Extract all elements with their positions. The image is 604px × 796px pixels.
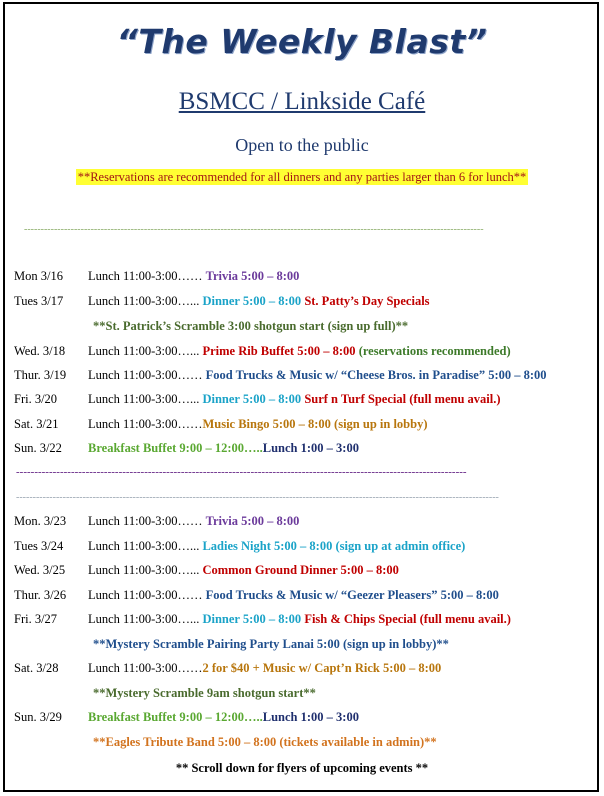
schedule-row: Sat. 3/21 Lunch 11:00-3:00……Music Bingo 5:00 – 8:00 (sign up in lobby) xyxy=(14,417,428,431)
schedule-row: Thur. 3/19 Lunch 11:00-3:00…… Food Trucks & Music w/ “Cheese Bros. in Paradise” 5:00 – 8:00 xyxy=(14,368,547,382)
schedule-note: **Eagles Tribute Band 5:00 – 8:00 (tickets available in admin)** xyxy=(93,735,437,749)
schedule-note: **St. Patrick’s Scramble 3:00 shotgun start (sign up full)** xyxy=(93,319,409,333)
schedule-note: **Mystery Scramble 9am shotgun start** xyxy=(93,686,316,700)
schedule-row: Thur. 3/26 Lunch 11:00-3:00…… Food Trucks & Music w/ “Geezer Pleasers” 5:00 – 8:00 xyxy=(14,588,499,602)
page-title: “The Weekly Blast” xyxy=(116,22,488,61)
open-to-public-note: Open to the public xyxy=(235,135,369,155)
divider-green: ------------------------------------------------------------------------------------------------------------------------------------------ xyxy=(24,225,484,235)
divider-purple: --------------------------------------------------------------------------------------------------------------------------- xyxy=(16,467,467,477)
venue-name: BSMCC / Linkside Café xyxy=(178,88,426,115)
schedule-row: Tues 3/24 Lunch 11:00-3:00…... Ladies Night 5:00 – 8:00 (sign up at admin office) xyxy=(14,539,466,553)
schedule-row: Mon. 3/23 Lunch 11:00-3:00…… Trivia 5:00 – 8:00 xyxy=(14,514,300,528)
schedule-row: Wed. 3/18 Lunch 11:00-3:00…... Prime Rib Buffet 5:00 – 8:00 (reservations recommended) xyxy=(14,344,511,358)
schedule-row: Mon 3/16 Lunch 11:00-3:00…… Trivia 5:00 – 8:00 xyxy=(14,269,300,283)
schedule-note: **Mystery Scramble Pairing Party Lanai 5:00 (sign up in lobby)** xyxy=(93,637,449,651)
schedule-row: Fri. 3/27 Lunch 11:00-3:00…... Dinner 5:00 – 8:00 Fish & Chips Special (full menu avail.) xyxy=(14,612,511,626)
schedule-row: Sun. 3/22 Breakfast Buffet 9:00 – 12:00…..Lunch 1:00 – 3:00 xyxy=(14,441,359,455)
reservation-note: **Reservations are recommended for all dinners and any parties larger than 6 for lunch** xyxy=(77,170,527,184)
schedule-row: Tues 3/17 Lunch 11:00-3:00…... Dinner 5:00 – 8:00 St. Patty’s Day Specials xyxy=(14,294,430,308)
schedule-row: Sat. 3/28 Lunch 11:00-3:00……2 for $40 + Music w/ Capt’n Rick 5:00 – 8:00 xyxy=(14,661,442,675)
schedule-row: Sun. 3/29 Breakfast Buffet 9:00 – 12:00…..Lunch 1:00 – 3:00 xyxy=(14,710,359,724)
divider-gray: ------------------------------------------------------------------------------------------------------------------------------------------------- xyxy=(16,493,499,503)
footer-note: ** Scroll down for flyers of upcoming events ** xyxy=(175,761,429,775)
schedule-row: Fri. 3/20 Lunch 11:00-3:00…... Dinner 5:00 – 8:00 Surf n Turf Special (full menu avail.) xyxy=(14,392,501,406)
schedule-row: Wed. 3/25 Lunch 11:00-3:00…... Common Ground Dinner 5:00 – 8:00 xyxy=(14,563,399,577)
